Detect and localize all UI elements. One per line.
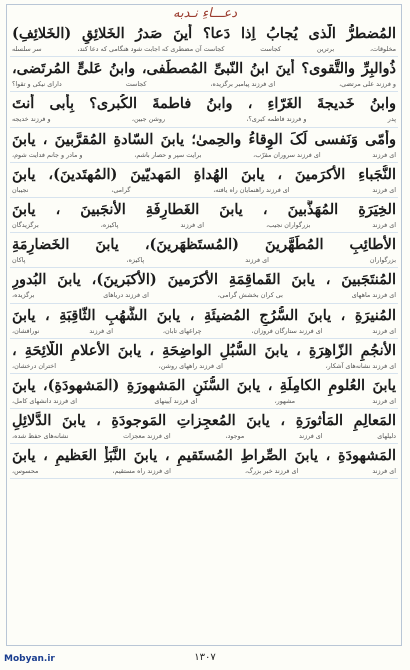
persian-translation (12, 255, 396, 266)
persian-translation (12, 326, 396, 337)
translation-segment: بی کران بخشش گرامی، (217, 291, 283, 300)
persian-translation (12, 290, 396, 301)
text-line (10, 198, 398, 233)
translation-segment: گرامی، (111, 185, 131, 194)
translation-segment: سر سلسله (12, 45, 42, 53)
translation-segment: بزرگواران نجیب، (266, 220, 311, 229)
translation-segment: ای فرزند راههای روشن، (158, 361, 223, 370)
translation-segment: نجیبان (12, 185, 29, 194)
translation-segment: ای فرزند ماههای (351, 291, 396, 300)
text-line (10, 304, 398, 339)
translation-segment: برایت سپر و حصار باشم، (134, 150, 202, 159)
translation-segment: محسوس، (12, 467, 39, 476)
translation-segment: برگزیده، (12, 291, 35, 300)
translation-segment: ای فرزند (372, 185, 396, 194)
arabic-text: وابنُ خَدیجةَ الغَرّاءِ ، وابنُ فاطمةَ الکُبری؟ بِأبی أنتَ (12, 95, 396, 113)
text-line (10, 57, 398, 92)
text-line (10, 128, 398, 163)
translation-segment: چراغهای تابان، (162, 326, 202, 335)
text-line (10, 268, 398, 303)
translation-segment: ای فرزند نشانه‌های آشکار، (325, 361, 396, 370)
persian-translation (12, 114, 396, 125)
arabic-text: یابنَ العُلومِ الکامِلَةِ ، یابنَ السُّنَنِ المَشهورَةِ (المَشهودَةِ)، یابنَ (12, 376, 396, 394)
translation-segment: ای فرزند (372, 396, 396, 405)
translation-segment: روشن جبین، (131, 115, 166, 124)
translation-segment: کجاست آن مضطری که اجابت شود هنگامی که دعا کند، (77, 45, 225, 53)
arabic-text: المَعالِمِ المَأثورَةِ ، یابنَ المُعجِزاتِ المَوجودَةِ ، یابنَ الدَّلائِلِ (12, 412, 396, 430)
translation-segment: ای فرزند (372, 326, 396, 335)
arabic-text: الأنجُمِ الزّاهِرَةِ ، یابنَ السُّبُلِ الواضِحَةِ ، یابنَ الأعلامِ اللّائِحَةِ ، (12, 341, 396, 359)
translation-segment: ای فرزند دریاهای (103, 291, 149, 300)
text-line (10, 444, 398, 479)
translation-segment: برترین (316, 45, 335, 53)
site-watermark[interactable]: Mobyan.ir (4, 654, 55, 664)
persian-translation (12, 431, 396, 442)
translation-segment: پدر (387, 115, 396, 124)
text-line (10, 374, 398, 409)
translation-segment: اختران درخشان، (12, 361, 56, 370)
translation-segment: نشانه‌های حفظ شده، (12, 432, 69, 441)
translation-segment: کجاست (260, 45, 281, 53)
text-line (10, 22, 398, 57)
translation-segment: ای فرزند سروران مقرّب، (253, 150, 321, 159)
persian-translation (12, 150, 396, 161)
translation-segment: ای فرزند خبر بزرگ، (245, 467, 299, 476)
text-lines (10, 22, 398, 479)
page-number: ۱۳۰۷ (194, 652, 216, 663)
text-line (10, 409, 398, 444)
arabic-text: ذُوالبِرِّ والتَّقوی؟ أَینَ ابنُ النّبیِّ المُصطَفی، وابنُ عَلیٍّ المُرتَضی، (12, 60, 396, 78)
text-line (10, 163, 398, 198)
persian-translation (12, 79, 396, 90)
translation-segment: دارای نیکی و تقوا؟ (12, 80, 62, 89)
arabic-text: المُنتَجَبینَ ، یابنَ القَماقِمَةِ الأکرَمینَ (الأکبَرینَ)، یابنَ البُدورِ (12, 271, 396, 289)
translation-segment: ای فرزند ستارگان فروزان، (251, 326, 323, 335)
translation-segment: و مادر و جانم فدایت شوم، (12, 150, 83, 159)
page-header-title: دعـــاءِ نـدبه (172, 6, 238, 21)
translation-segment: پاکیزه، (126, 256, 145, 265)
translation-segment: دلیلهای (377, 432, 396, 441)
translation-segment: ای فرزند (89, 326, 113, 335)
persian-translation (12, 185, 396, 196)
persian-translation (12, 466, 396, 477)
translation-segment: ای فرزند راهنمایان راه یافته، (213, 185, 290, 194)
translation-segment: و فرزند علی مرتضی، (339, 80, 396, 89)
translation-segment: ای فرزند پیامبر برگزیده، (210, 80, 276, 89)
translation-segment: و فرزند خدیجه (12, 115, 51, 124)
persian-translation (12, 361, 396, 372)
translation-segment: پاکیزه، (100, 220, 119, 229)
translation-segment: ای فرزند معجزات (123, 432, 171, 441)
arabic-text: النُّجَباءِ الأکرَمینَ ، یابنَ الهُداةِ المَهدیّینَ (المُهتَدینَ)، یابنَ (12, 165, 396, 183)
translation-segment: ای فرزند (372, 220, 396, 229)
translation-segment: پاکان (12, 256, 26, 265)
translation-segment: ای فرزند راه مستقیم، (112, 467, 171, 476)
text-line (10, 233, 398, 268)
translation-segment: و فرزند فاطمه کبری؟، (246, 115, 307, 124)
arabic-text: الخِیَرَةِ المُهَذَّبینَ ، یابنَ الغَطارِفَةِ الأنجَبینَ ، یابنَ (12, 200, 396, 218)
translation-segment: کجاست (125, 80, 147, 89)
translation-segment: مخلوقات، (369, 45, 396, 53)
arabic-text: المُنیرَةِ ، یابنَ السُّرُجِ المُضیئَةِ ، یابنَ الشُّهُبِ الثّاقِبَةِ ، یابنَ (12, 306, 396, 324)
translation-segment: ای فرزند (180, 220, 205, 229)
translation-segment: ای فرزند (245, 256, 269, 265)
arabic-text: المَشهودَةِ ، یابنَ الصِّراطِ المُستَقیمِ ، یابنَ النَّبَأِ العَظیمِ ، یابنَ (12, 447, 396, 465)
text-line (10, 92, 398, 127)
arabic-text: الأطائِبِ المُطَهَّرینَ (المُستَظهَرینَ)، یابنَ الخَضارِمَةِ (12, 236, 396, 254)
translation-segment: ای فرزند (372, 467, 396, 476)
translation-segment: موجود، (225, 432, 245, 441)
translation-segment: بزرگواران (369, 256, 396, 265)
persian-translation (12, 44, 396, 55)
text-line (10, 339, 398, 374)
translation-segment: مشهور، (274, 396, 296, 405)
translation-segment: ای فرزند آیینهای (154, 396, 198, 405)
translation-segment: برگزیدگان (12, 220, 39, 229)
translation-segment: نورافشان، (12, 326, 40, 335)
translation-segment: ای فرزند دانشهای کامل، (12, 396, 78, 405)
arabic-text: المُضطرُّ الّذی یُجابُ اِذا دَعا؟ أَینَ صَدرُ الخَلائِقِ (الخَلائِفِ) (12, 25, 396, 42)
persian-translation (12, 220, 396, 231)
arabic-text: وأُمّی وَنَفسی لَکَ الوِقاءُ والحِمیٰ؛ یابنَ السّادةِ المُقرَّبینَ ، یابنَ (12, 130, 396, 148)
persian-translation (12, 396, 396, 407)
translation-segment: ای فرزند (372, 150, 396, 159)
translation-segment: ای فرزند (298, 432, 323, 441)
